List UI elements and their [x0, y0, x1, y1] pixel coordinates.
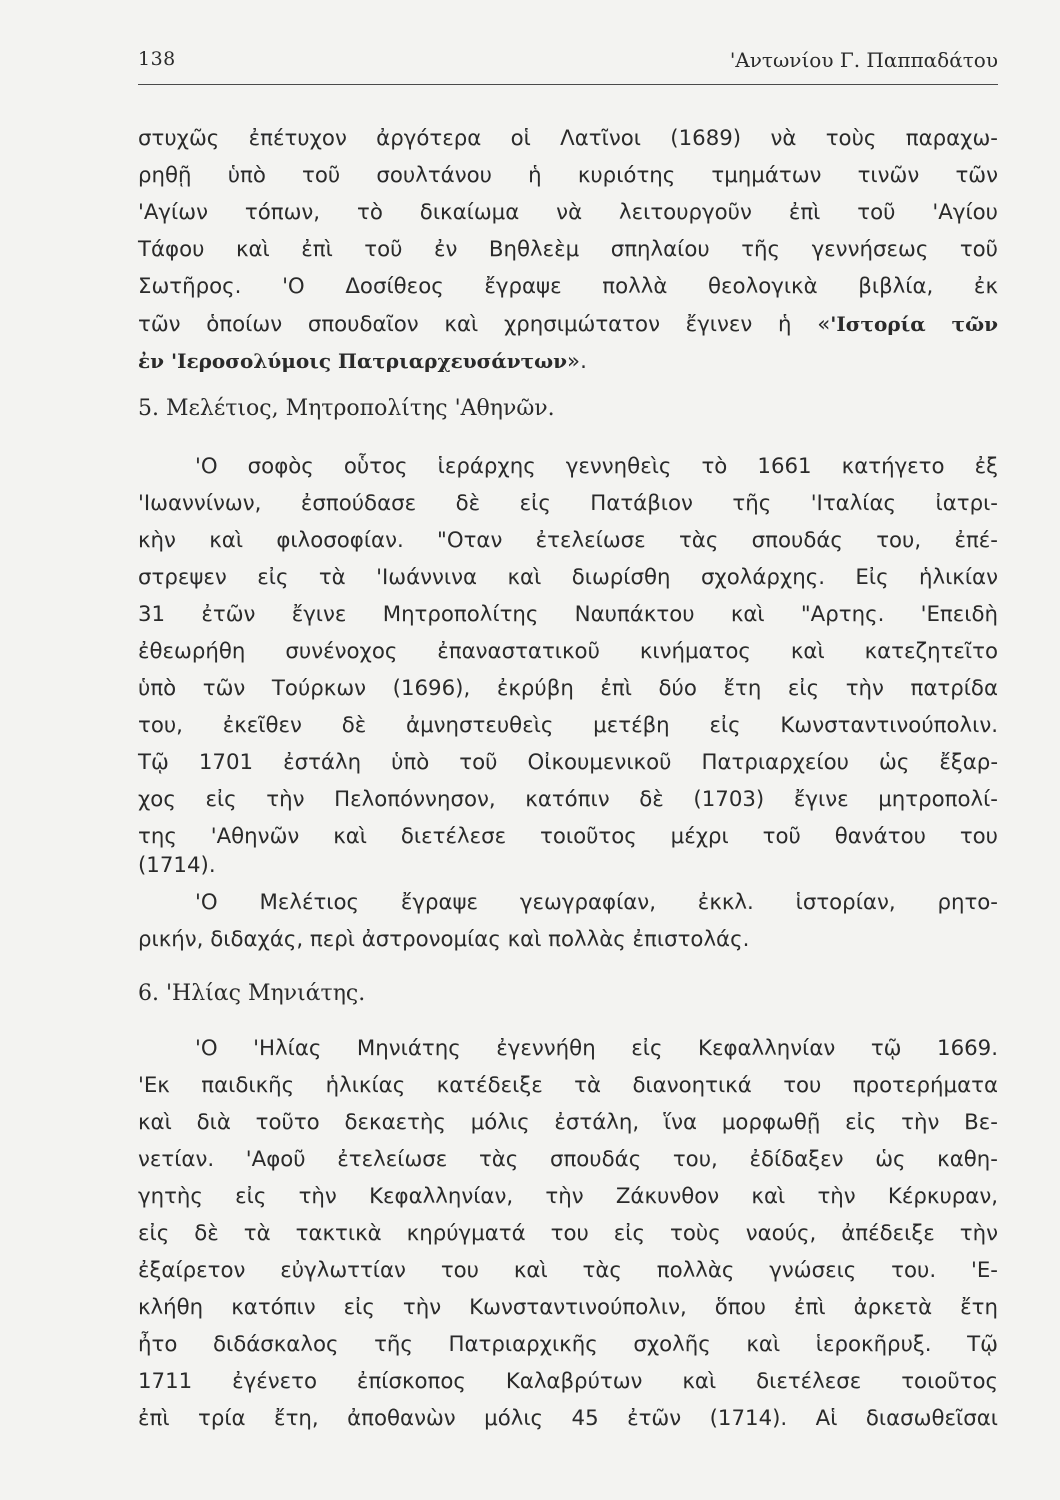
text-line: ἐξαίρετον εὐγλωττίαν του καὶ τὰς πολλὰς γνώσεις του. 'Ε- [138, 1258, 998, 1283]
text-fragment: ». [567, 349, 587, 374]
text-line: 'Ο Μελέτιος ἔγραψε γεωγραφίαν, ἐκκλ. ἱστορίαν, ρητο- [195, 890, 998, 915]
text-line: ὑπὸ τῶν Τούρκων (1696), ἐκρύβη ἐπὶ δύο ἔτη εἰς τὴν πατρίδα [138, 676, 998, 701]
text-line-with-title [138, 309, 998, 339]
text-line: (1714). [138, 853, 216, 878]
text-line: 1711 ἐγένετο ἐπίσκοπος Καλαβρύτων καὶ διετέλεσε τοιοῦτος [138, 1369, 998, 1394]
text-line: 31 ἐτῶν ἔγινε Μητροπολίτης Ναυπάκτου καὶ "Αρτης. 'Επειδὴ [138, 602, 998, 627]
text-line: στυχῶς ἐπέτυχον ἀργότερα οἱ Λατῖνοι (1689) νὰ τοὺς παραχω- [138, 126, 998, 151]
text-line: Σωτῆρος. 'Ο Δοσίθεος ἔγραψε πολλὰ θεολογικὰ βιβλία, ἐκ [138, 274, 998, 299]
text-line: ἐπὶ τρία ἔτη, ἀποθανὼν μόλις 45 ἐτῶν (1714). Αἱ διασωθεῖσαι [138, 1406, 998, 1431]
text-line: ἐθεωρήθη συνένοχος ἐπαναστατικοῦ κινήματος καὶ κατεζητεῖτο [138, 639, 998, 664]
text-line: εἰς δὲ τὰ τακτικὰ κηρύγματά του εἰς τοὺς ναούς, ἀπέδειξε τὴν [138, 1221, 998, 1246]
text-line: γητὴς εἰς τὴν Κεφαλληνίαν, τὴν Ζάκυνθον καὶ τὴν Κέρκυραν, [138, 1184, 998, 1209]
text-line: της 'Αθηνῶν καὶ διετέλεσε τοιοῦτος μέχρι τοῦ θανάτου του [138, 824, 998, 849]
book-title-part: 'Ιστορία τῶν [830, 312, 998, 336]
text-line: του, ἐκεῖθεν δὲ ἀμνηστευθεὶς μετέβη εἰς Κωνσταντινούπολιν. [138, 713, 998, 738]
text-line: 'Εκ παιδικῆς ἡλικίας κατέδειξε τὰ διανοητικά του προτερήματα [138, 1073, 998, 1098]
book-title-part: ἐν 'Ιεροσολύμοις Πατριαρχευσάντων [138, 349, 568, 373]
running-head: 'Αντωνίου Γ. Παππαδάτου [729, 48, 998, 72]
text-line: ἦτο διδάσκαλος τῆς Πατριαρχικῆς σχολῆς καὶ ἱεροκῆρυξ. Τῷ [138, 1332, 998, 1357]
text-line: 'Αγίων τόπων, τὸ δικαίωμα νὰ λειτουργοῦν ἐπὶ τοῦ 'Αγίου [138, 200, 998, 225]
text-fragment: τῶν ὁποίων σπουδαῖον καὶ χρησιμώτατον ἔγινεν ἡ « [138, 312, 831, 337]
text-line: κὴν καὶ φιλοσοφίαν. "Οταν ἐτελείωσε τὰς σπουδάς του, ἐπέ- [138, 528, 998, 553]
text-line: 'Ο 'Ηλίας Μηνιάτης ἐγεννήθη εἰς Κεφαλληνίαν τῷ 1669. [195, 1036, 998, 1061]
text-line: Τῷ 1701 ἐστάλη ὑπὸ τοῦ Οἰκουμενικοῦ Πατριαρχείου ὡς ἔξαρ- [138, 750, 998, 775]
section-heading: 6. 'Ηλίας Μηνιάτης. [138, 981, 366, 1006]
page-number: 138 [138, 48, 176, 70]
section-heading: 5. Μελέτιος, Μητροπολίτης 'Αθηνῶν. [138, 396, 555, 421]
text-line: χος εἰς τὴν Πελοπόννησον, κατόπιν δὲ (1703) ἔγινε μητροπολί- [138, 787, 998, 812]
text-line: 'Ο σοφὸς οὗτος ἱεράρχης γεννηθεὶς τὸ 1661 κατήγετο ἐξ [195, 454, 998, 479]
text-line: στρεψεν εἰς τὰ 'Ιωάννινα καὶ διωρίσθη σχολάρχης. Εἰς ἡλικίαν [138, 565, 998, 590]
text-line: ρηθῇ ὑπὸ τοῦ σουλτάνου ἡ κυριότης τμημάτων τινῶν τῶν [138, 163, 998, 188]
page-header [138, 44, 998, 85]
text-line: νετίαν. 'Αφοῦ ἐτελείωσε τὰς σπουδάς του, ἐδίδαξεν ὡς καθη- [138, 1147, 998, 1172]
text-line: 'Ιωαννίνων, ἐσπούδασε δὲ εἰς Πατάβιον τῆς 'Ιταλίας ἰατρι- [138, 491, 998, 516]
text-line: Τάφου καὶ ἐπὶ τοῦ ἐν Βηθλεὲμ σπηλαίου τῆς γεννήσεως τοῦ [138, 237, 998, 262]
book-title-line [138, 346, 998, 376]
text-line: κλήθη κατόπιν εἰς τὴν Κωνσταντινούπολιν, ὅπου ἐπὶ ἀρκετὰ ἔτη [138, 1295, 998, 1320]
text-line: καὶ διὰ τοῦτο δεκαετὴς μόλις ἐστάλη, ἵνα μορφωθῇ εἰς τὴν Βε- [138, 1110, 998, 1135]
text-line: ρικήν, διδαχάς, περὶ ἀστρονομίας καὶ πολλὰς ἐπιστολάς. [138, 927, 750, 952]
